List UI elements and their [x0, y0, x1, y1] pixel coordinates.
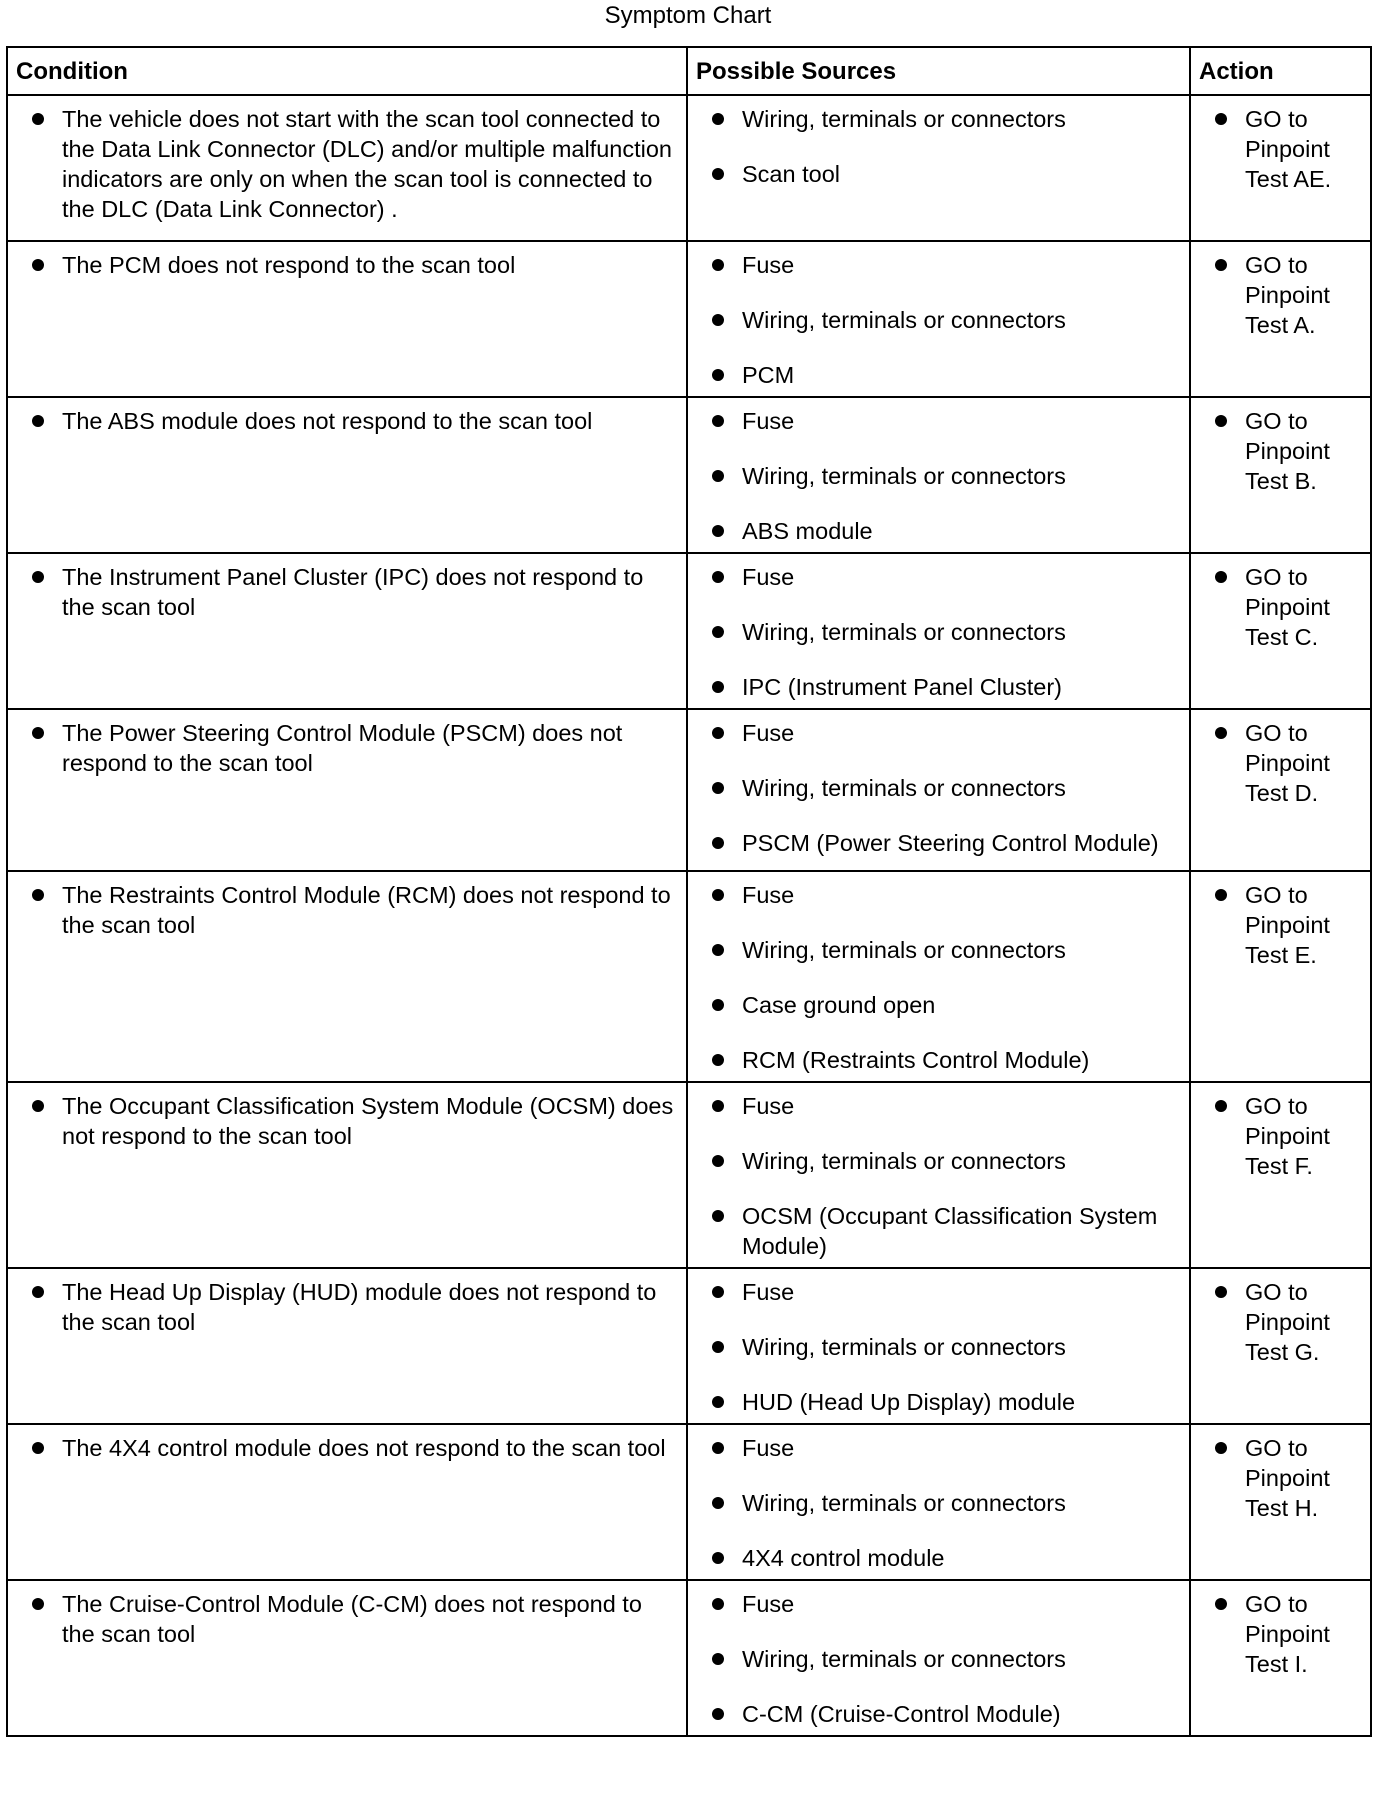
table-row [7, 871, 1371, 1082]
table-row [7, 1268, 1371, 1424]
table-body [7, 95, 1371, 1736]
condition-text: The ABS module does not respond to the scan tool [30, 406, 676, 436]
source-item: Scan tool [710, 159, 1179, 189]
source-item: Wiring, terminals or connectors [710, 1488, 1179, 1518]
condition-text: The Power Steering Control Module (PSCM) does not respond to the scan tool [30, 718, 676, 778]
possible-sources-cell [687, 1082, 1190, 1268]
source-item: Fuse [710, 1277, 1179, 1307]
action-text: GO to Pinpoint Test C. [1213, 562, 1360, 652]
possible-sources-cell [687, 241, 1190, 397]
table-row [7, 709, 1371, 871]
table-row [7, 397, 1371, 553]
action-cell [1190, 1268, 1371, 1424]
condition-cell [7, 397, 687, 553]
action-cell [1190, 241, 1371, 397]
condition-cell [7, 1268, 687, 1424]
condition-text: The Occupant Classification System Module (OCSM) does not respond to the scan tool [30, 1091, 676, 1151]
possible-sources-cell [687, 553, 1190, 709]
action-text: GO to Pinpoint Test F. [1213, 1091, 1360, 1181]
action-text: GO to Pinpoint Test I. [1213, 1589, 1360, 1679]
source-item: Wiring, terminals or connectors [710, 617, 1179, 647]
source-item: Fuse [710, 1091, 1179, 1121]
possible-sources-cell [687, 397, 1190, 553]
condition-cell [7, 709, 687, 871]
source-item: Wiring, terminals or connectors [710, 773, 1179, 803]
condition-cell [7, 1082, 687, 1268]
source-item: Fuse [710, 880, 1179, 910]
source-item: PCM [710, 360, 1179, 390]
source-item: Fuse [710, 250, 1179, 280]
symptom-table [6, 46, 1372, 1737]
condition-text: The Instrument Panel Cluster (IPC) does not respond to the scan tool [30, 562, 676, 622]
header-action: Action [1190, 47, 1371, 95]
table-row [7, 1082, 1371, 1268]
source-item: Fuse [710, 1433, 1179, 1463]
condition-text: The 4X4 control module does not respond to the scan tool [30, 1433, 676, 1463]
action-cell [1190, 1580, 1371, 1736]
action-text: GO to Pinpoint Test A. [1213, 250, 1360, 340]
possible-sources-cell [687, 1424, 1190, 1580]
source-item: Fuse [710, 1589, 1179, 1619]
source-item: Wiring, terminals or connectors [710, 1644, 1179, 1674]
action-cell [1190, 871, 1371, 1082]
source-item: OCSM (Occupant Classification System Module) [710, 1201, 1179, 1261]
source-item: HUD (Head Up Display) module [710, 1387, 1179, 1417]
action-cell [1190, 1082, 1371, 1268]
chart-title: Symptom Chart [604, 2, 772, 29]
condition-cell [7, 1424, 687, 1580]
action-text: GO to Pinpoint Test G. [1213, 1277, 1360, 1367]
source-item: ABS module [710, 516, 1179, 546]
action-cell [1190, 709, 1371, 871]
possible-sources-cell [687, 1580, 1190, 1736]
table-row [7, 553, 1371, 709]
condition-cell [7, 241, 687, 397]
source-item: PSCM (Power Steering Control Module) [710, 828, 1179, 858]
source-item: Wiring, terminals or connectors [710, 104, 1179, 134]
action-text: GO to Pinpoint Test H. [1213, 1433, 1360, 1523]
action-text: GO to Pinpoint Test AE. [1213, 104, 1360, 194]
source-item: C-CM (Cruise-Control Module) [710, 1699, 1179, 1729]
action-cell [1190, 95, 1371, 241]
source-item: Fuse [710, 718, 1179, 748]
source-item: Wiring, terminals or connectors [710, 461, 1179, 491]
source-item: Fuse [710, 562, 1179, 592]
source-item: Case ground open [710, 990, 1179, 1020]
table-row [7, 241, 1371, 397]
source-item: Wiring, terminals or connectors [710, 935, 1179, 965]
action-cell [1190, 553, 1371, 709]
source-item: Wiring, terminals or connectors [710, 305, 1179, 335]
possible-sources-cell [687, 1268, 1190, 1424]
table-row [7, 1424, 1371, 1580]
header-condition: Condition [7, 47, 687, 95]
action-text: GO to Pinpoint Test E. [1213, 880, 1360, 970]
action-cell [1190, 1424, 1371, 1580]
possible-sources-cell [687, 871, 1190, 1082]
header-row [7, 47, 1371, 95]
source-item: Fuse [710, 406, 1179, 436]
possible-sources-cell [687, 95, 1190, 241]
condition-text: The vehicle does not start with the scan tool connected to the Data Link Connector (DLC) and/or multiple malfunction indicators are only on when the scan tool is connected to the DLC (Data Link Connector) . [30, 104, 676, 224]
header-possible-sources: Possible Sources [687, 47, 1190, 95]
condition-text: The PCM does not respond to the scan tool [30, 250, 676, 280]
source-item: Wiring, terminals or connectors [710, 1332, 1179, 1362]
condition-cell [7, 1580, 687, 1736]
table-row [7, 95, 1371, 241]
possible-sources-cell [687, 709, 1190, 871]
source-item: Wiring, terminals or connectors [710, 1146, 1179, 1176]
condition-cell [7, 95, 687, 241]
condition-cell [7, 871, 687, 1082]
action-cell [1190, 397, 1371, 553]
condition-text: The Restraints Control Module (RCM) does not respond to the scan tool [30, 880, 676, 940]
action-text: GO to Pinpoint Test B. [1213, 406, 1360, 496]
condition-text: The Head Up Display (HUD) module does not respond to the scan tool [30, 1277, 676, 1337]
table-row [7, 1580, 1371, 1736]
action-text: GO to Pinpoint Test D. [1213, 718, 1360, 808]
condition-text: The Cruise-Control Module (C-CM) does not respond to the scan tool [30, 1589, 676, 1649]
condition-cell [7, 553, 687, 709]
source-item: IPC (Instrument Panel Cluster) [710, 672, 1179, 702]
source-item: RCM (Restraints Control Module) [710, 1045, 1179, 1075]
source-item: 4X4 control module [710, 1543, 1179, 1573]
